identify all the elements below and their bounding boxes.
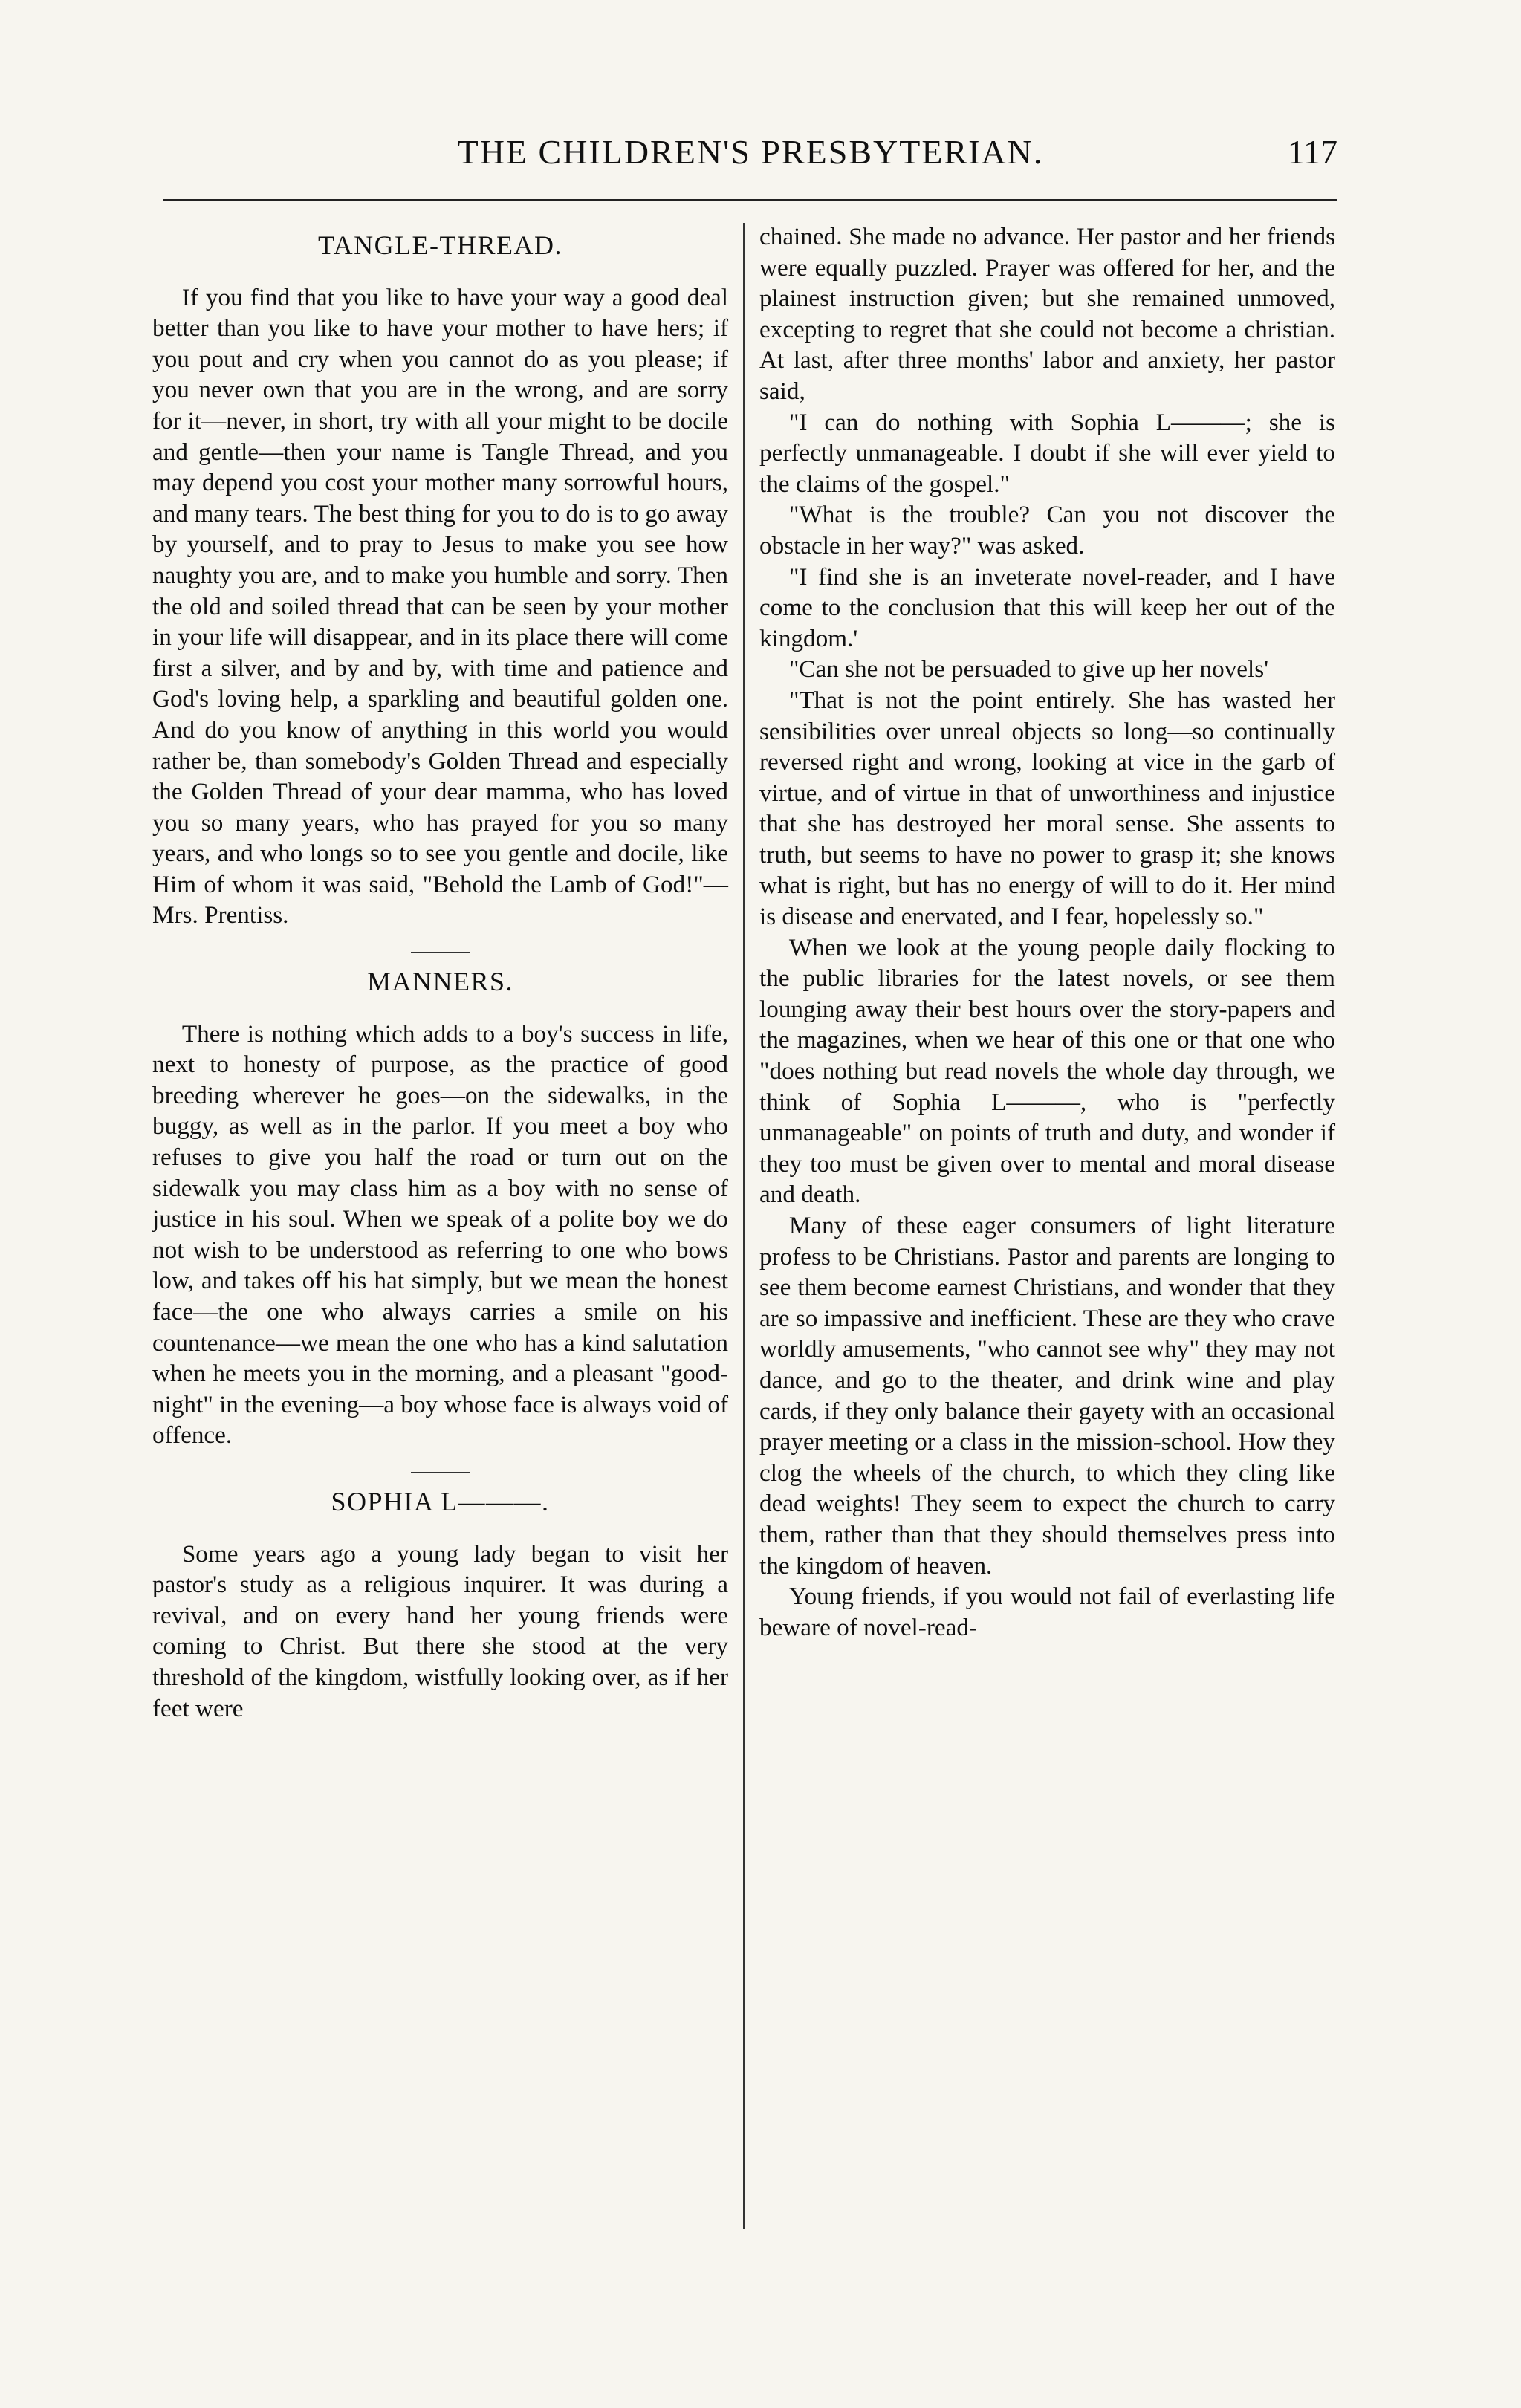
paragraph: "What is the trouble? Can you not discover the obstacle in her way?" was asked. (759, 501, 1335, 559)
column-divider (743, 223, 745, 2229)
page-number: 117 (1287, 133, 1337, 171)
tangle-thread-title: TANGLE-THREAD. (317, 230, 563, 260)
header-rule (163, 199, 1337, 201)
manners-body: There is nothing which adds to a boy's success in life, next to honesty of purpose, as the practice of good breeding wherever he goes—on the sidewalks, in the buggy, as well as in the parlor. If you meet a boy who refuses to give you half the road or turn out on the sidewalk you may class him as a boy with no sense of justice in his soul. When we speak of a polite boy we do not wish to be understood as referring to one who bows low, and takes off his hat simply, but we mean the honest face—the one who always carries a smile on his countenance—we mean the one who has a kind salutation when he meets you in the morning, and a pleasant "good-night" in the evening—a boy whose face is always void of offence. (152, 1019, 728, 1450)
paragraph: chained. She made no advance. Her pastor and her friends were equally puzzled. Prayer was offered for her, and the plainest instruction given; but she remained unmoved, excepting to regret that she could not become a christian. At last, after three months' labor and anxiety, her pastor said, (759, 223, 1335, 405)
right-column (759, 221, 1335, 1643)
paragraph: "I can do nothing with Sophia L———; she is perfectly unmanageable. I doubt if she will ever yield to the claims of the gospel." (759, 408, 1335, 498)
section-divider (411, 1472, 470, 1473)
manners-title: MANNERS. (366, 967, 514, 997)
section-divider (411, 952, 470, 953)
sophia-body: Some years ago a young lady began to visit her pastor's study as a religious inquirer. It was during a revival, and on every hand her young friends were coming to Christ. But there she stood at the very threshold of the kingdom, wistfully looking over, as if her feet were (152, 1539, 728, 1722)
paragraph: "That is not the point entirely. She has wasted her sensibilities over unreal objects so long—so continually reversed right and wrong, looking at vice in the garb of virtue, and of virtue in that of unworthiness and injustice that she has destroyed her moral sense. She assents to truth, but seems to have no power to grasp it; she knows what is right, but has no energy of will to do it. Her mind is disease and enervated, and I fear, hopelessly so." (759, 686, 1335, 931)
paragraph: "I find she is an inveterate novel-reader, and I have come to the conclusion that this will keep her out of the kingdom.' (759, 562, 1335, 652)
running-head: THE CHILDREN'S PRESBYTERIAN. (457, 133, 1044, 171)
sophia-title: SOPHIA L———. (331, 1486, 550, 1516)
paragraph: Many of these eager consumers of light literature profess to be Christians. Pastor and parents are longing to see them become earnest Christians, and wonder that they are so impassive and inefficient. These are they who crave worldly amusements, "who cannot see why" they may not dance, and go to the theater, and drink wine and play cards, if they only balance their gayety with an occasional prayer meeting or a class in the mission-school. How they clog the wheels of the church, to which they cling like dead weights! They seem to expect the church to carry them, rather than that they should themselves press into the kingdom of heaven. (759, 1212, 1335, 1580)
page-header (163, 132, 1337, 184)
left-column (152, 221, 728, 1724)
tangle-thread-body: If you find that you like to have your way a good deal better than you like to have your mother to have hers; if you pout and cry when you cannot do as you please; if you never own that you are in the wrong, and are sorry for it—never, in short, try with all your might to be docile and gentle—then your name is Tangle Thread, and you may depend you cost your mother many sorrowful hours, and many tears. The best thing for you to do is to go away by yourself, and to pray to Jesus to make you see how naughty you are, and to make you humble and sorry. Then the old and soiled thread that can be seen by your mother in your life will disappear, and in its place there will come first a silver, and by and by, with time and patience and God's loving help, a sparkling and beautiful golden one. And do you know of anything in this world you would rather be, than somebody's Golden Thread and especially the Golden Thread of your dear mamma, who has loved you so many years, who has prayed for you so many years, and who longs so to see you gentle and docile, like Him of whom it was said, "Behold the Lamb of God!"—Mrs. Prentiss. (152, 283, 728, 929)
paragraph: "Can she not be persuaded to give up her novels' (788, 655, 1269, 684)
paragraph: When we look at the young people daily flocking to the public libraries for the latest novels, or see them lounging away their best hours over the story-papers and the magazines, when we hear of this one or that one who "does nothing but read novels the whole day through, we think of Sophia L———, who is "perfectly unmanageable" on points of truth and duty, and wonder if they too must be given over to mental and moral disease and death. (759, 933, 1335, 1209)
paragraph: Young friends, if you would not fail of everlasting life beware of novel-read- (759, 1583, 1335, 1641)
